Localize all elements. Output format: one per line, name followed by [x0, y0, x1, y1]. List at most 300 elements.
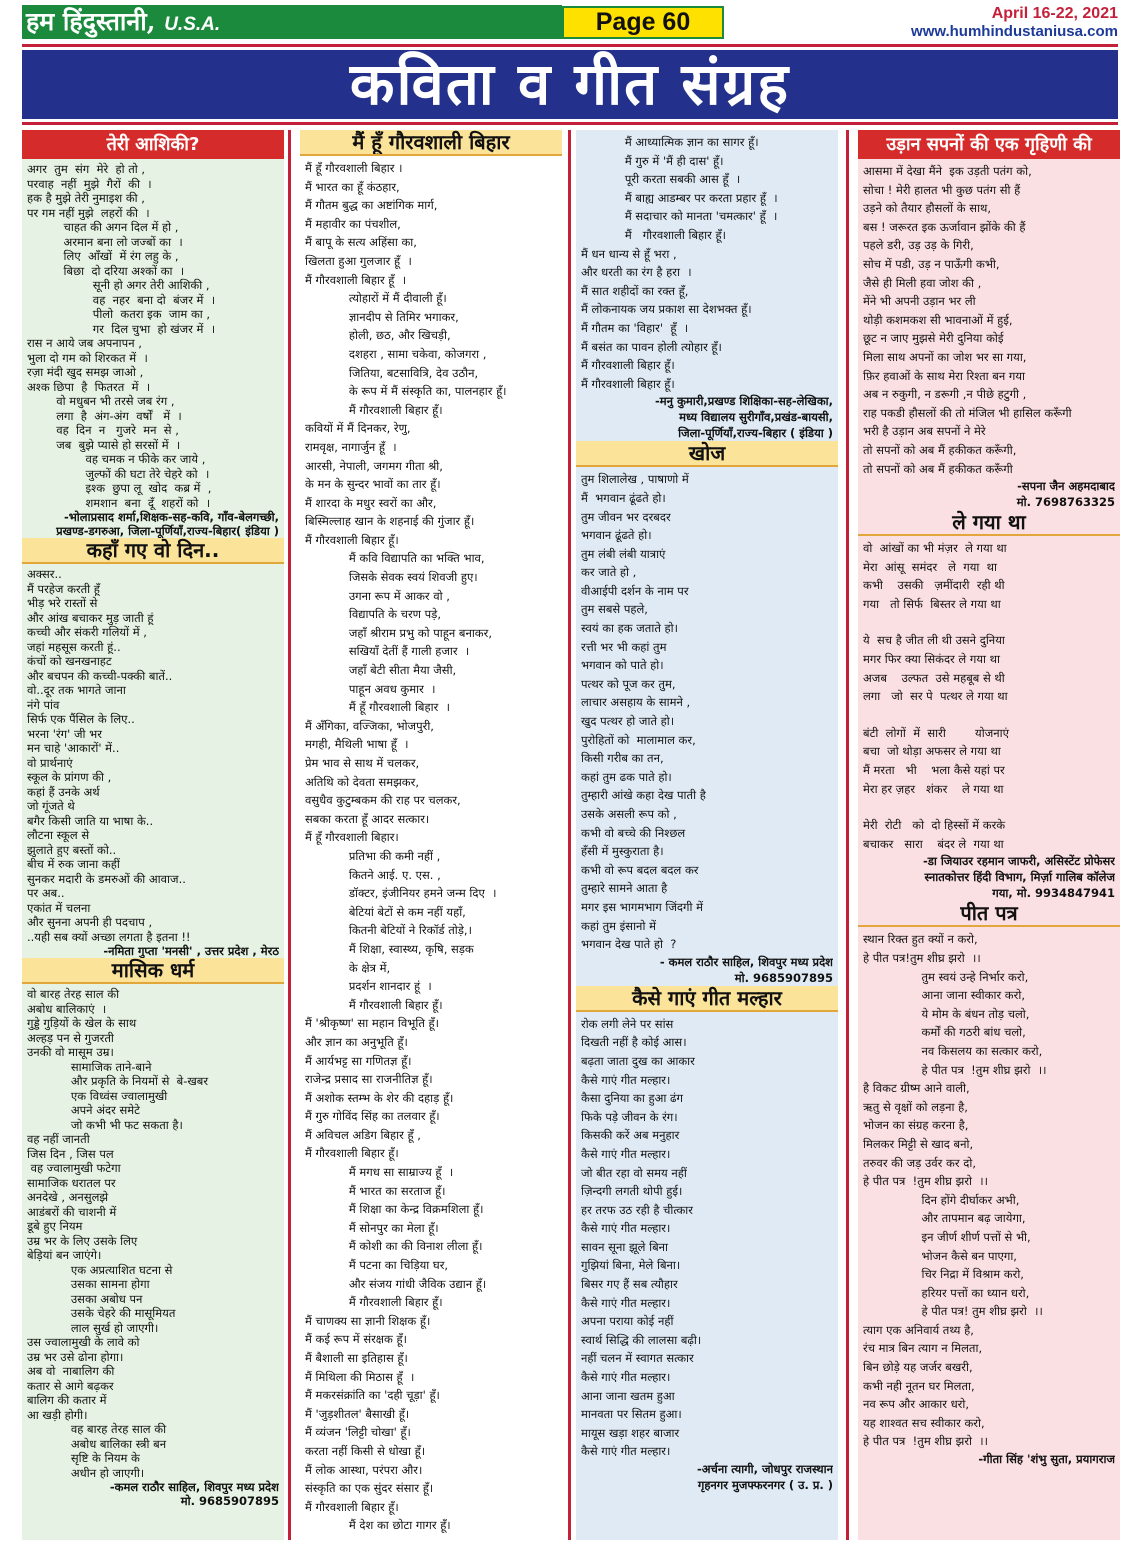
- poem-line: वह नहर बना दो बंजर में ।: [27, 292, 216, 307]
- poem-line: और बचपन की कच्ची-पक्की बातें..: [27, 668, 173, 683]
- poem-line: नव किसलय का सत्कार करो,: [863, 1043, 1043, 1058]
- poem-line: और आंख बचाकर मुड़ जाती हूं: [27, 610, 154, 625]
- poem-line: [863, 798, 1115, 816]
- poem-line: गर दिल चुभा हो खंजर में ।: [27, 321, 216, 336]
- poem-credit: -डा जियाउर रहमान जाफरी, असिस्टेंट प्रोफेसर: [922, 854, 1115, 869]
- poem-line: करता नहीं किसी से धोखा हूँ।: [305, 1443, 426, 1458]
- poem-line: आरसी, नेपाली, जगमग गीता श्री,: [305, 458, 443, 473]
- poem-line: ज्ञानदीप से तिमिर भगाकर,: [305, 309, 459, 324]
- poem-line: बिस्मिल्लाह खान के शहनाई की गुंजार हूँ।: [305, 514, 475, 529]
- poem-line: के मन के सुन्दर भावों का तार हूँ।: [305, 477, 441, 492]
- poem: [22, 538, 284, 958]
- poem-line: उसका अबोध पन: [27, 1291, 143, 1306]
- poem-line: भुला दो गम को शिरकत में ।: [27, 350, 148, 365]
- poem-line: मैं सोनपुर का मेला हूँ।: [305, 1220, 439, 1235]
- poem-body: [300, 156, 562, 1535]
- poem-line: स्वयं का हक जताते हो।: [581, 621, 678, 636]
- poem-line: मैं गौरवशाली बिहार हूँ ।: [305, 272, 407, 287]
- poem-line: अगर तुम संग मेरे हो तो ,: [27, 162, 146, 176]
- poem-line: जितिया, बटसावित्रि, देव उठौन,: [305, 365, 479, 380]
- poem-line: वह ज्वालामुखी फटेगा: [27, 1161, 121, 1175]
- poem-line: मैं मरता भी भला कैसे यहां पर: [863, 763, 1005, 778]
- issue-date: April 16-22, 2021: [991, 5, 1118, 22]
- poem-line: उड़ने को तैयार हौसलों के साथ,: [863, 201, 992, 216]
- poem-line: भगवान ढूंढते हो।: [581, 528, 652, 543]
- poem-line: सबका करता हूँ आदर सत्कार।: [305, 811, 430, 826]
- poem-line: बालिग की कतार में: [27, 1393, 107, 1407]
- poem-line: कर जाते हो ,: [581, 565, 637, 580]
- poem-line: बिछा दो दरिया अश्कों का ।: [27, 263, 185, 278]
- poem: [22, 130, 284, 538]
- poem-line: तुम जीवन भर दरबदर: [581, 509, 671, 524]
- poem-line: बढ़ता जाता दुख का आकार: [581, 1053, 695, 1068]
- poem-line: तुम शिलालेख , पाषाणो में: [581, 472, 689, 487]
- poem-line: ज़िन्दगी लगती थोपी हुई।: [581, 1184, 683, 1199]
- poem-line: मैं अँगिका, वज्जिका, भोजपुरी,: [305, 718, 434, 733]
- poem-line: अब वो नाबालिग की: [27, 1364, 115, 1378]
- poem-line: मगर फिर क्या सिकंदर ले गया था: [863, 652, 1000, 667]
- poem-line: हे पीत पत्र !तुम शीघ्र झरो ।।: [863, 1434, 989, 1449]
- poem-line: मैं गौरवशाली बिहार हूँ।: [305, 1499, 399, 1514]
- poem-line: भगवान देख पाते हो ?: [581, 937, 677, 952]
- poem-line: वो प्रार्थनाएं: [27, 755, 73, 770]
- poem-line: के रूप में मैं संस्कृति का, पालनहार हूँ।: [305, 384, 507, 399]
- poem-line: और धरती का रंग है हरा ।: [581, 265, 692, 280]
- poem-line: मायूस खड़ा शहर बाजार: [581, 1425, 680, 1440]
- poem-line: उसके असली रूप को ,: [581, 807, 677, 821]
- poem-line: कतार से आगे बढ़कर: [27, 1378, 114, 1393]
- poem-line: नहीं चलन में स्वागत सत्कार: [581, 1351, 694, 1366]
- poem-line: बस ! जरूरत इक ऊर्जावान झोंके की हैं: [863, 219, 1026, 234]
- poem-title: मैं हूँ गौरवशाली बिहार: [300, 130, 562, 156]
- poem-line: और सुनना अपनी ही पदचाप ,: [27, 915, 153, 929]
- poem-line: अजब उल्फत उसे महबूब से थी: [863, 670, 1005, 685]
- poem-line: भरना 'रंग' जी भर: [27, 726, 102, 741]
- column-2: [300, 130, 562, 1540]
- poem-line: प्रदर्शन शानदार हूं ।: [305, 979, 432, 994]
- poem: [576, 130, 838, 441]
- poem-line: मैं गौरवशाली बिहार हूँ।: [305, 402, 443, 417]
- poem-line: मैं लोक आस्था, परंपरा और।: [305, 1462, 423, 1477]
- poem-line: पाहून अवध कुमार ।: [305, 681, 436, 696]
- poem-line: अपने अंदर समेटे: [27, 1103, 140, 1117]
- poem-line: के क्षेत्र में,: [305, 960, 391, 975]
- poem-line: कहां तुम ढक पाते हो।: [581, 769, 672, 784]
- poem-line: वो आंखों का भी मंज़र ले गया था: [863, 541, 1007, 556]
- masthead: [22, 5, 1118, 41]
- poem-line: जहाँ श्रीराम प्रभु को पाहून बनाकर,: [305, 625, 492, 640]
- poem-line: मैं व्यंजन 'लिट्टी चोखा' हूँ।: [305, 1425, 411, 1440]
- poem-line: मैं सदाचार को मानता 'चमत्कार' हूँ ।: [581, 209, 778, 224]
- poem-line: कितने आई. ए. एस. ,: [305, 867, 441, 882]
- poem-line: बगैर किसी जाति या भाषा के..: [27, 813, 154, 828]
- poem-line: मैं कई रूप में संरक्षक हूँ।: [305, 1332, 407, 1347]
- poem-line: कहां तुम इंसानो में: [581, 918, 656, 933]
- poem-line: तुम सबसे पहले,: [581, 602, 648, 617]
- poem-body: [858, 927, 1120, 1467]
- poem-line: उगना रूप में आकर वो ,: [305, 588, 450, 603]
- poem: [858, 510, 1120, 901]
- poem-line: जिस दिन , जिस पल: [27, 1146, 114, 1161]
- poem-line: हक है मुझे तेरी नुमाइश की ,: [27, 191, 145, 205]
- poem-line: मैं गौरवशाली बिहार हूँ।: [305, 997, 443, 1012]
- column-1: [22, 130, 284, 1540]
- poem-line: अतिथि को देवता समझकर,: [305, 774, 419, 789]
- poem-title: तेरी आशिकी?: [22, 130, 284, 159]
- poem-line: उनकी वो मासूम उम्र।: [27, 1045, 114, 1059]
- poem-line: कहां हैं उनके अर्थ: [27, 784, 100, 799]
- newspaper-name-text: हम हिंदुस्तानी,: [26, 7, 156, 36]
- poem-credit: जिला-पूर्णियाँ,राज्य-बिहार ( इंडिया ): [678, 426, 833, 441]
- column-4: [858, 130, 1120, 1540]
- poem-title: खोज: [576, 441, 838, 467]
- poem-credit: मो. 7698763325: [1016, 495, 1115, 510]
- poem-body: [22, 984, 284, 1508]
- poem-line: भगवान को पाते हो।: [581, 658, 664, 673]
- poem-line: अब न रुकुगी, न डरूगी ,न पीछे हटुगी ,: [863, 387, 1027, 402]
- poem: [300, 130, 562, 1535]
- poem-credit: गया, मो. 9934847941: [992, 886, 1115, 901]
- poem-line: उसका सामना होगा: [27, 1277, 150, 1291]
- poem-line: गुझियां बिना, मेले बिना।: [581, 1258, 681, 1273]
- poem-line: मैं शिक्षा का केन्द्र विक्रमशिला हूँ।: [305, 1202, 484, 1217]
- poem-line: जैसे ही मिली हवा जोश की ,: [863, 275, 982, 290]
- poem-title: पीत पत्र: [858, 901, 1120, 927]
- poem-body: [576, 130, 838, 441]
- poem-line: एकांत में चलना: [27, 900, 91, 915]
- poem-line: मैं शारदा के मधुर स्वरों का और,: [305, 495, 437, 510]
- newspaper-name: [22, 5, 562, 39]
- poem-line: लगा जो सर पे पत्थर ले गया था: [863, 689, 1008, 704]
- poem-line: एक विध्वंस ज्वालामुखी: [27, 1088, 168, 1103]
- poem-line: ऋतु से वृक्षों को लड़ना है,: [863, 1099, 968, 1114]
- poem-line: आना जाना खतम हुआ: [581, 1388, 675, 1403]
- poem-line: फिके पड़े जीवन के रंग।: [581, 1109, 678, 1124]
- poem-line: जहां महसूस करती हूं..: [27, 639, 121, 654]
- poem-line: अश्क छिपा है फितरत में ।: [27, 379, 151, 394]
- column-divider: [846, 130, 849, 1540]
- column-divider: [568, 130, 571, 1540]
- poem: [576, 441, 838, 985]
- poem-credit: -कमल राठौर साहिल, शिवपुर मध्य प्रदेश: [109, 1480, 279, 1494]
- poem-line: और संजय गांधी जैविक उद्यान हूँ।: [305, 1276, 487, 1291]
- poem-line: मैं हूँ गौरवशाली बिहार ।: [305, 161, 403, 175]
- poem-line: मैं आर्यभट्ट सा गणितज्ञ हूँ।: [305, 1053, 412, 1068]
- poem-line: सूनी हो अगर तेरी आशिकी ,: [27, 278, 210, 292]
- poem-line: आसमा में देखा मैंने इक उड़ती पतंग को,: [863, 164, 1032, 178]
- poem-line: त्याग एक अनिवार्य तथ्य है,: [863, 1322, 974, 1337]
- poem-line: छूट न जाए मुझसे मेरी दुनिया कोई: [863, 331, 1004, 346]
- poem-line: सोच में पडी, उड़ न पाऊँगी कभी,: [863, 256, 1000, 271]
- poem-line: मैं चाणक्य सा ज्ञानी शिक्षक हूँ।: [305, 1313, 431, 1328]
- poem-line: मैं गौरवशाली बिहार हूँ।: [305, 1146, 399, 1161]
- poem-line: परवाह नहीं मुझे गैरों की ।: [27, 176, 152, 191]
- poem-line: बिन छोड़े यह जर्जर बखरी,: [863, 1360, 973, 1375]
- section-title: कविता व गीत संग्रह: [22, 50, 1118, 119]
- poem-line: गया तो सिर्फ बिस्तर ले गया था: [863, 596, 1001, 611]
- poem-line: कभी नही नूतन घर मिलता,: [863, 1378, 975, 1393]
- poem-line: यह शाश्वत सच स्वीकार करो,: [863, 1415, 985, 1430]
- poem-title: मासिक धर्म: [22, 958, 284, 984]
- poem-line: अबोध बालिकाएं ।: [27, 1001, 107, 1016]
- poem-line: बचाकर सारा बंदर ले गया था: [863, 836, 1004, 851]
- poem-line: हर तरफ उठ रही है चीत्कार: [581, 1202, 693, 1217]
- poem-body: [22, 564, 284, 958]
- poem-line: ..यही सब क्यों अच्छा लगता है इतना !!: [27, 929, 191, 944]
- poem-line: मैं बैशाली सा इतिहास हूँ।: [305, 1351, 408, 1365]
- poem-line: मेरी रोटी को दो हिस्सों में करके: [863, 818, 1006, 833]
- poem-line: उम्र भर उसे ढोना होगा।: [27, 1349, 124, 1364]
- poem-line: मन चाहे 'आकारों' में..: [27, 741, 120, 755]
- poem-line: मिला साथ अपनों का जोश भर सा गया,: [863, 349, 1027, 364]
- poem-line: है विकट ग्रीष्म आने वाली,: [863, 1081, 970, 1096]
- poem-line: तो सपनों को अब मैं हकीकत करूँगी,: [863, 442, 1017, 457]
- poem-line: जिसके सेवक स्वयं शिवजी हुए।: [305, 570, 478, 585]
- poem-line: रामवृक्ष, नागार्जुन हूँ ।: [305, 439, 397, 454]
- poem-line: सृष्टि के नियम के: [27, 1451, 140, 1465]
- poem-credit: गृहनगर मुजफ्फरनगर ( उ. प्र. ): [697, 1478, 833, 1492]
- poem-line: बेड़ियां बन जाएंगे।: [27, 1248, 102, 1262]
- poem-line: हे पीत पत्र!तुम शीघ्र झरो ।।: [863, 951, 981, 965]
- poem-line: मेंने भी अपनी उड़ान भर ली: [863, 294, 976, 309]
- poem-line: गुड्डे गुड़ियों के खेल के साथ: [27, 1016, 137, 1030]
- poem-line: कैसे गाएं गीत मल्हार।: [581, 1146, 671, 1161]
- poem-line: सामाजिक धरातल पर: [27, 1175, 116, 1190]
- poem-line: अल्हड़ पन से गुजरती: [27, 1030, 114, 1045]
- poem-line: ये मोम के बंधन तोड़ चलो,: [863, 1006, 1030, 1021]
- poem-line: आ खड़ी होगी।: [27, 1407, 88, 1422]
- poem-line: जो बीत रहा वो समय नहीं: [581, 1165, 687, 1180]
- poem-body: [576, 1012, 838, 1493]
- poem-line: तुम्हारी आंखे कहा देख पाती है: [581, 788, 706, 803]
- poem-line: और प्रकृति के नियमों से बे-खबर: [27, 1074, 209, 1088]
- poem-line: रज़ा मंदी खुद समझ जाओ ,: [27, 365, 144, 379]
- poem-line: डॉक्टर, इंजीनियर हमने जन्म दिए ।: [305, 886, 497, 901]
- poem-line: बिसर गए हैं सब त्यौहार: [581, 1277, 678, 1292]
- poem-line: कभी वो रूप बदल बदल कर: [581, 862, 699, 877]
- poem-line: मानवता पर सितम हुआ।: [581, 1407, 682, 1422]
- poem-line: मैं अशोक स्तम्भ के शेर की दहाड़ हूँ।: [305, 1090, 454, 1105]
- masthead-info: [911, 5, 1118, 41]
- poem-credit: प्रखण्ड-डगरुआ, जिला-पूर्णियाँ,राज्य-बिहार( इंडिया ): [56, 524, 279, 538]
- poem-line: नव रूप और आकार धरो,: [863, 1397, 970, 1412]
- poem-credit: मो. 9685907895: [180, 1494, 279, 1508]
- poem-line: हे पीत पत्र !तुम शीघ्र झरो ।।: [863, 1062, 1047, 1077]
- poem-credit: - कमल राठौर साहिल, शिवपुर मध्य प्रदेश: [659, 954, 833, 969]
- poem-line: जहाँ बेटी सीता मैया जैसी,: [305, 663, 457, 678]
- poem-line: कर्मों की गठरी बांध चलो,: [863, 1025, 1026, 1040]
- poem-line: भरी है उड़ान अब सपनों ने मेरे: [863, 424, 986, 439]
- poem-line: कभी उसकी ज़मींदारी रही थी: [863, 578, 1005, 593]
- poem-line: त्योहारों में मैं दीवाली हूँ।: [305, 291, 447, 306]
- poem-line: अनदेखे , अनसुलझे: [27, 1190, 109, 1204]
- poem-title: कैसे गाएं गीत मल्हार: [576, 986, 838, 1012]
- poem-line: पर गम नहीं मुझे लहरों की ।: [27, 205, 150, 220]
- poem-line: उस ज्वालामुखी के लावे को: [27, 1335, 140, 1349]
- poem-line: कैसे गाएं गीत मल्हार।: [581, 1295, 671, 1310]
- poem-line: और ज्ञान का अनुभूति हूँ।: [305, 1034, 408, 1049]
- poem-line: लिए आँखों में रंग लहु के ,: [27, 249, 179, 263]
- poem: [576, 986, 838, 1493]
- poem-line: अबोध बालिका स्त्री बन: [27, 1436, 167, 1451]
- poem-line: बीच में रुक जाना कहीं: [27, 857, 120, 871]
- poem-line: रत्ती भर भी कहां तुम: [581, 639, 667, 654]
- poem-line: किसकी करें अब मनुहार: [581, 1128, 680, 1143]
- poem-line: मगही, मैथिली भाषा हूँ ।: [305, 737, 409, 752]
- poem-line: हरियर पत्तों का ध्यान धरो,: [863, 1285, 1030, 1300]
- poem-line: मैं गौरवशाली बिहार हूँ।: [305, 1295, 443, 1310]
- poem-credit: -भोलाप्रसाद शर्मा,शिक्षक-सह-कवि, गाँव-बेलगच्छी,: [63, 510, 279, 524]
- poem-line: दिखती नहीं है कोई आस।: [581, 1035, 687, 1050]
- poem-line: मैं गौरवशाली बिहार हूँ।: [581, 376, 675, 391]
- poem-line: तुम्हारे सामने आता है: [581, 881, 668, 896]
- poem-title: कहाँ गए वो दिन..: [22, 538, 284, 564]
- poem-line: सावन सूना झूले बिना: [581, 1239, 669, 1254]
- poem-line: वो मधुबन भी तरसे जब रंग ,: [27, 394, 175, 408]
- poem-line: कैसे गाएं गीत मल्हार।: [581, 1072, 671, 1087]
- poem-line: वसुधैव कुटुम्बकम की राह पर चलकर,: [305, 793, 461, 808]
- poem-line: मेरा हर ज़हर शंकर ले गया था: [863, 781, 1004, 796]
- poem-line: ये सच है जीत ली थी उसने दुनिया: [863, 633, 1005, 648]
- poem-line: अक्सर..: [27, 567, 62, 581]
- poem-line: हे पीत पत्र !तुम शीघ्र झरो ।।: [863, 1174, 989, 1189]
- poem-line: [863, 706, 1115, 724]
- poem-line: मैं कवि विद्यापति का भक्ति भाव,: [305, 551, 485, 566]
- poem-line: मैं बापू के सत्य अहिंसा का,: [305, 235, 417, 250]
- poem-body: [858, 159, 1120, 510]
- poem-line: पुरोहितों को मालामाल कर,: [581, 732, 696, 747]
- poem-line: मैं देश का छोटा गागर हूँ।: [305, 1518, 451, 1533]
- poem-line: वो..दूर तक भागते जाना: [27, 683, 126, 697]
- poem-line: मैं धन धान्य से हूँ भरा ,: [581, 246, 677, 261]
- poem-line: फ़िर हवाओं के साथ मेरा रिश्ता बन गया: [863, 368, 1026, 383]
- poem-line: स्थान रिक्त हुत क्यों न करो,: [863, 932, 978, 947]
- poem-line: थोड़ी कशमकश सी भावनाओं में हुई,: [863, 312, 1013, 327]
- poem-line: मैं बसंत का पावन होली त्योहार हूँ।: [581, 339, 722, 354]
- section-banner: [22, 44, 1118, 125]
- poem-line: मैं 'जुड़शीतल' बैसाखी हूँ।: [305, 1406, 410, 1421]
- poem: [858, 901, 1120, 1467]
- poem-line: मैं पटना का चिड़िया घर,: [305, 1258, 449, 1273]
- poem-line: तो सपनों को अब मैं हकीकत करूँगी: [863, 461, 1013, 476]
- poem-credit: -गीता सिंह 'शंभु सुता, प्रयागराज: [978, 1452, 1115, 1467]
- poem-line: दिन होंगे दीर्घाकर अभी,: [863, 1192, 1020, 1207]
- poem-line: कवियों में मैं दिनकर, रेणु,: [305, 421, 411, 436]
- poem-line: पीलो कतरा इक जाम का ,: [27, 307, 211, 321]
- poem-line: दशहरा , सामा चकेवा, कोजगरा ,: [305, 346, 487, 361]
- poem-line: विद्यापति के चरण पड़े,: [305, 607, 441, 622]
- poem-line: कितनी बेटियों ने रिकॉर्ड तोड़े,।: [305, 923, 472, 938]
- poem-line: मैं भगवान ढूंढते हो।: [581, 490, 666, 505]
- poem-line: मैं गौरवशाली बिहार हूँ।: [305, 532, 399, 547]
- poem-line: मैं बाह्य आडम्बर पर करता प्रहार हूँ ।: [581, 190, 778, 205]
- poem-line: इश्क छुपा लू खोद कब्र में ,: [27, 481, 212, 495]
- poem-credit: मध्य विद्यालय सुरीगाँव,प्रखंड-बायसी,: [679, 410, 833, 425]
- poem-line: नंगे पांव: [27, 697, 60, 712]
- poem-body: [858, 536, 1120, 901]
- poem-line: रोक लगी लेने पर सांस: [581, 1016, 674, 1031]
- poem-line: जब बुझे प्यासे हो सरसों में ।: [27, 437, 181, 452]
- poem: [858, 130, 1120, 510]
- poem-line: मैं हूँ गौरवशाली बिहार ।: [305, 700, 450, 715]
- poem-line: वह बारह तेरह साल की: [27, 1422, 167, 1436]
- poem-line: रंच मात्र बिन त्याग न मिलता,: [863, 1341, 983, 1356]
- poem: [22, 958, 284, 1508]
- poem-line: राह पकडी हौसलों की तो मंजिल भी हासिल करूँगी: [863, 405, 1072, 420]
- poem-line: स्वार्थ सिद्धि की लालसा बढ़ी।: [581, 1332, 702, 1347]
- poem-line: डूबे हुए नियम: [27, 1219, 83, 1233]
- poem-credit: -अर्चना त्यागी, जोधपुर राजस्थान: [696, 1462, 833, 1476]
- column-divider: [288, 130, 291, 1540]
- poem-line: मैं गुरु गोविंद सिंह का तलवार हूँ।: [305, 1109, 440, 1124]
- poem-line: मैं लोकनायक जय प्रकाश सा देशभक्त हूँ।: [581, 302, 752, 317]
- poem-line: कच्ची और संकरी गलियों में ,: [27, 625, 147, 639]
- poem-line: मैं हूँ गौरवशाली बिहार।: [305, 830, 399, 845]
- poem-body: [22, 159, 284, 538]
- poem-line: जो गूंजते थे: [27, 799, 75, 813]
- poem-line: कंचों को खनखनाहट: [27, 654, 112, 668]
- poem-line: प्रेम भाव से साथ में चलकर,: [305, 756, 420, 770]
- poem-title: उड़ान सपनों की एक गृहिणी की: [858, 130, 1120, 159]
- poem-line: अरमान बना लो जज्बों का ।: [27, 234, 183, 249]
- poem-line: उम्र भर के लिए उसके लिए: [27, 1233, 138, 1248]
- poem-line: भीड़ भरे रास्तों से: [27, 596, 98, 610]
- poem-line: अपना पराया कोई नहीं: [581, 1314, 674, 1329]
- poem-line: बचा जो थोड़ा अफसर ले गया था: [863, 744, 1001, 759]
- poem-line: हँसी में मुस्कुराता है।: [581, 844, 664, 859]
- poem-line: मैं गुरु में 'मैं ही दास' हूँ।: [581, 153, 724, 168]
- poem-body: [576, 467, 838, 985]
- page-number: Page 60: [562, 6, 724, 39]
- poem-line: मैं अविचल अडिग बिहार हूँ ,: [305, 1127, 421, 1142]
- poem-line: उसके चेहरे की मासूमियत: [27, 1306, 176, 1320]
- poem-title: ले गया था: [858, 510, 1120, 536]
- poem-line: लौटना स्कूल से: [27, 828, 90, 842]
- poem-line: तुम स्वयं उन्हे निर्भार करो,: [863, 969, 1029, 984]
- poem-line: बेटियां बेटों से कम नहीं यहाँ,: [305, 904, 466, 919]
- poem-line: मैं भारत का सरताज हूँ।: [305, 1183, 446, 1198]
- poem-line: एक अप्रत्याशित घटना से: [27, 1262, 173, 1277]
- poem-line: आना जाना स्वीकार करो,: [863, 988, 1025, 1003]
- poem-line: चिर निद्रा में विश्राम करो,: [863, 1267, 1024, 1282]
- poem-credit: स्नातकोत्तर हिंदी विभाग, मिर्ज़ा गालिब कॉलेज: [924, 870, 1115, 885]
- poem-line: रास न आये जब अपनापन ,: [27, 336, 142, 350]
- poem-line: संस्कृति का एक सुंदर संसार हूँ।: [305, 1481, 434, 1496]
- poem-line: मगर इस भागमभाग जिंदगी में: [581, 899, 703, 914]
- poem-line: मैं मिथिला की मिठास हूँ ।: [305, 1369, 415, 1384]
- poem-line: किसी गरीब का तन,: [581, 751, 664, 766]
- poem-credit: -नमिता गुप्ता 'मनसी' , उत्तर प्रदेश , मेरठ: [103, 944, 279, 958]
- poem-line: और तापमान बढ़ जायेगा,: [863, 1211, 1026, 1226]
- poem-line: इन जीर्ण शीर्ण पत्तों से भी,: [863, 1229, 1031, 1244]
- poem-line: कैसे गाएं गीत मल्हार।: [581, 1370, 671, 1385]
- column-3: [576, 130, 838, 1540]
- poem-line: वह दिन न गुजरे मन से ,: [27, 423, 179, 437]
- poem-line: खिलता हुआ गुलजार हूँ ।: [305, 253, 412, 268]
- poem-line: मैं आध्यात्मिक ज्ञान का सागर हूँ।: [581, 135, 759, 149]
- poem-line: वीआईपी दर्शन के नाम पर: [581, 583, 689, 598]
- website-link[interactable]: www.humhindustaniusa.com: [911, 23, 1118, 40]
- poem-line: मैं गौतम बुद्ध का अष्टांगिक मार्ग,: [305, 198, 438, 213]
- poem-line: वह नहीं जानती: [27, 1132, 90, 1146]
- poem-line: लाल सुर्ख हो जाएगी।: [27, 1320, 159, 1335]
- poem-line: होली, छठ, और खिचड़ी,: [305, 328, 451, 343]
- poem-credit: -मनु कुमारी,प्रखण्ड शिक्षिका-सह-लेखिका,: [655, 394, 833, 409]
- poem-line: तरुवर की जड़ उर्वर कर दो,: [863, 1155, 976, 1170]
- poem-line: मैं 'श्रीकृष्ण' सा महान विभूति हूँ।: [305, 1016, 439, 1031]
- poem-line: तुम लंबी लंबी यात्राएं: [581, 546, 666, 561]
- poem-line: मैं गौरवशाली बिहार हूँ।: [581, 358, 675, 373]
